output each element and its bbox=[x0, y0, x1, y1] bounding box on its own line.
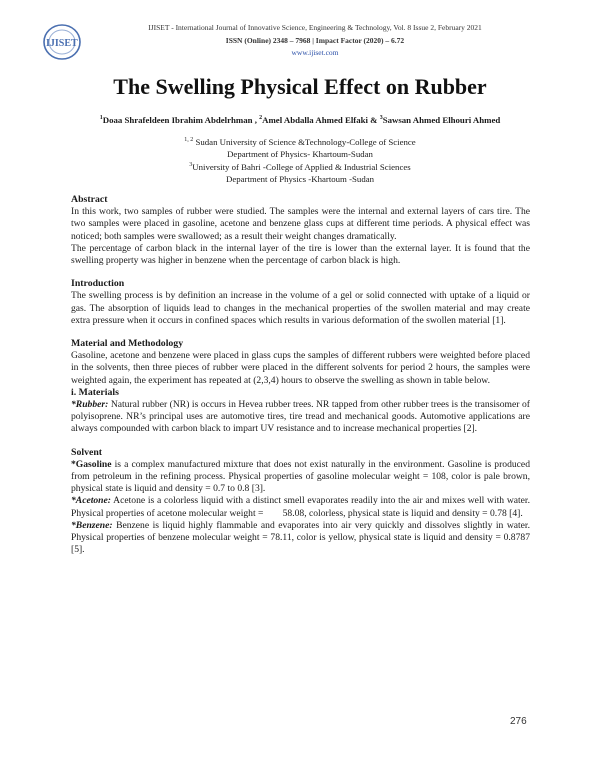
affiliation-2-text: University of Bahri -College of Applied & Industrial Sciences bbox=[192, 162, 411, 173]
affiliation-1-sup: 1, 2 bbox=[184, 137, 194, 143]
affiliation-1-text: Sudan University of Science &Technology-College of Science bbox=[193, 136, 416, 147]
journal-website-link[interactable]: www.ijiset.com bbox=[291, 48, 339, 57]
benzene-paragraph bbox=[71, 520, 530, 557]
solvent-heading: Solvent bbox=[71, 446, 103, 458]
affiliations bbox=[100, 135, 500, 185]
rubber-term: *Rubber: bbox=[71, 399, 109, 411]
methodology-heading: Material and Methodology bbox=[71, 338, 184, 350]
introduction-heading: Introduction bbox=[71, 278, 125, 290]
abstract-paragraph-1: In this work, two samples of rubber were studied. The samples were the internal and external layers of cars tire. The two samples were placed in gasoline, acetone and benzene glass cups at different time periods. A physical effect was noticed; both samples were swallowed; as a result their weight changes dramatically. bbox=[71, 206, 530, 242]
author-3: Sawsan Ahmed Elhouri Ahmed bbox=[382, 114, 501, 125]
rubber-paragraph bbox=[71, 399, 530, 436]
paper-body bbox=[71, 194, 533, 556]
author-2: Amel Abdalla Ahmed Elfaki & bbox=[262, 114, 378, 125]
methodology-paragraph: Gasoline, acetone and benzene were placed in glass cups the samples of different rubbers were weighted before placed in the solvents, then three pieces of rubber were placed in the different solvents for period 2 hours, the samples were weighted again, the experiment has repeated at (2,3,4) hours to observe the swelling as shown in table below. bbox=[71, 350, 530, 386]
gasoline-term: *Gasoline bbox=[71, 458, 112, 470]
abstract-heading: Abstract bbox=[71, 194, 108, 205]
gasoline-text: is a complex manufactured mixture that does not exist naturally in the environment. Gasoline is produced from petroleum in the refining process. Physical properties of gasoline molecular weight = 108, color is pale brown, physical state is liquid and density = 0.7 to 0.8 [3]. bbox=[71, 458, 530, 495]
affiliation-2-dept: Department of Physics -Khartoum -Sudan bbox=[225, 173, 375, 184]
gasoline-paragraph bbox=[71, 459, 530, 496]
acetone-text: Acetone is a colorless liquid with a distinct smell evaporates readily into the air and mixes well with water. Physical properties of acetone molecular weight = 58.08, colorless, physical state is liquid and density = 0.78 [4]. bbox=[71, 495, 533, 519]
issn-line: ISSN (Online) 2348 – 7968 | Impact Factor (2020) – 6.72 bbox=[225, 35, 405, 45]
affiliation-1 bbox=[100, 135, 500, 149]
journal-header bbox=[95, 22, 535, 60]
author-list bbox=[60, 112, 540, 126]
benzene-text: Benzene is liquid highly flammable and evaporates into air very quickly and dissolves slightly in water. Physical properties of benzene molecular weight = 78.11, color is yellow, physical state is liquid and density = 0.8787 [5]. bbox=[71, 519, 530, 556]
logo-text: IJISET bbox=[46, 38, 78, 49]
affiliation-2-sup: 3 bbox=[189, 162, 193, 169]
journal-line: IJISET - International Journal of Innovative Science, Engineering & Technology, Vol. 8 Issue 2, February 2021 bbox=[148, 23, 482, 32]
affiliation-2 bbox=[100, 160, 500, 174]
paper-title: The Swelling Physical Effect on Rubber bbox=[113, 74, 487, 99]
benzene-term: *Benzene: bbox=[71, 519, 113, 531]
author-1: Doaa Shrafeldeen Ibrahim Abdelrhman , bbox=[102, 114, 257, 125]
page-number: 276 bbox=[510, 716, 527, 727]
author-2-sup: 2 bbox=[259, 115, 263, 121]
author-3-sup: 3 bbox=[379, 115, 383, 121]
affiliation-1-dept: Department of Physics- Khartoum-Sudan bbox=[227, 148, 373, 159]
acetone-term: *Acetone: bbox=[71, 495, 111, 507]
materials-subheading: i. Materials bbox=[71, 386, 119, 398]
journal-logo bbox=[40, 22, 88, 62]
acetone-paragraph bbox=[71, 495, 533, 519]
introduction-paragraph: The swelling process is by definition an increase in the volume of a gel or solid connected with uptake of a liquid or gas. The absorption of liquids lead to changes in the mechanical properties of the swollen material and may create extra pressure when it occurs in confined spaces which results in various deformation of the swollen material [1]. bbox=[71, 290, 530, 326]
rubber-text: Natural rubber (NR) is occurs in Hevea rubber trees. NR tapped from other rubber trees is the transisomer of polyisoprene. NR’s principal uses are automotive tires, tire tread and mechanical goods. Automotive applications are always compounded with carbon black to impart UV resistance and to increase mechanical properties [2]. bbox=[71, 399, 530, 435]
author-1-sup: 1 bbox=[99, 115, 103, 121]
abstract-paragraph-2: The percentage of carbon black in the internal layer of the tire is lower than the external layer. It is found that the swelling property was higher in benzene when the percentage of carbon black is high. bbox=[71, 242, 530, 267]
